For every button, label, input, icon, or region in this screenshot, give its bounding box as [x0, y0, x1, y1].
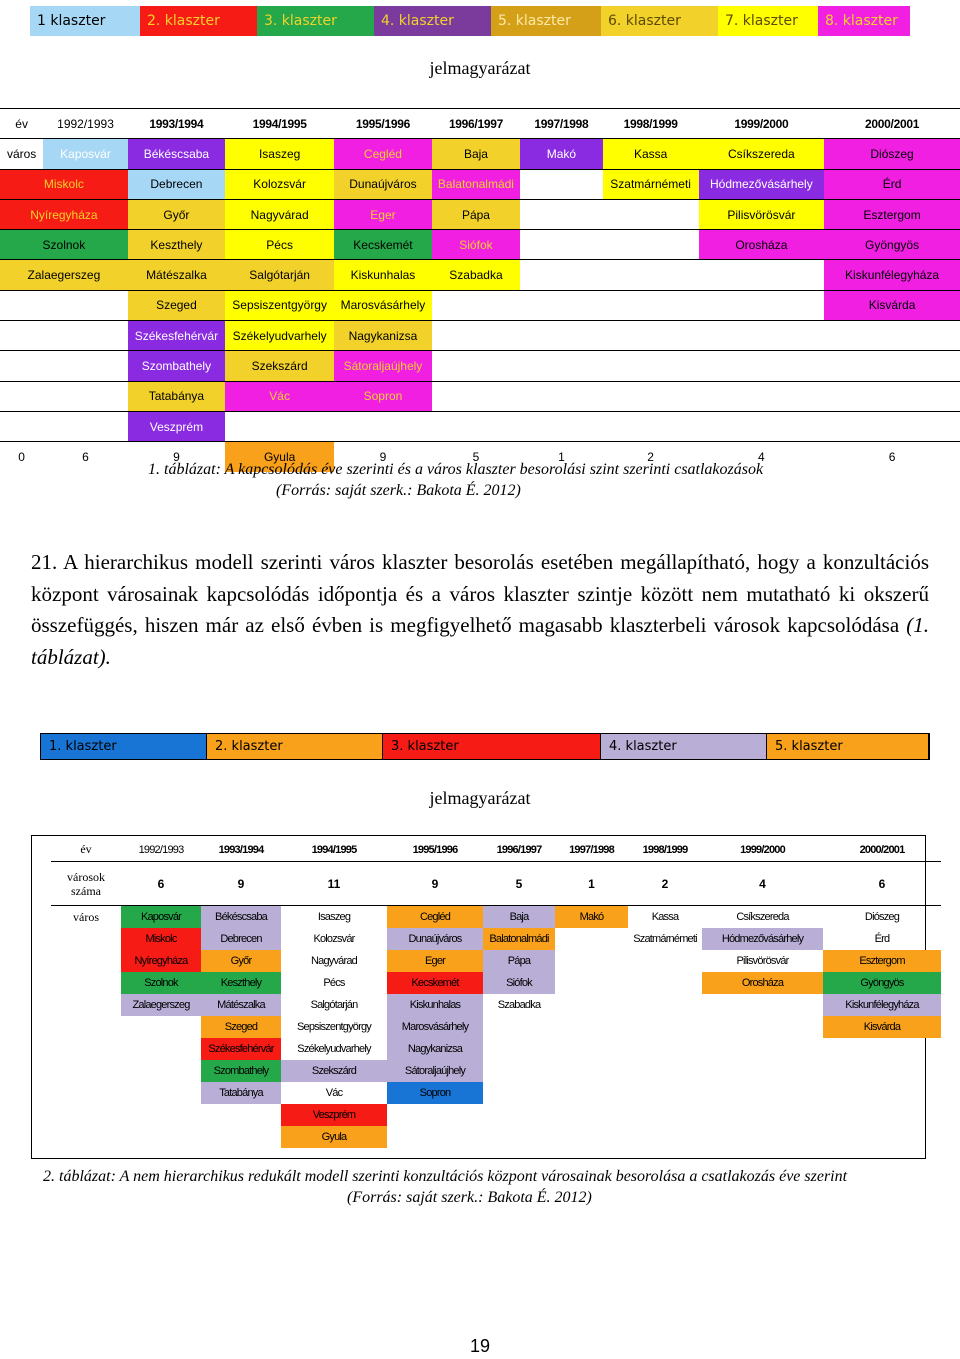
table-2-count-cell: 11 — [281, 862, 387, 906]
table-2-count-row — [51, 862, 941, 906]
table-1-cell — [699, 321, 825, 351]
table-2-cell — [483, 1126, 555, 1148]
table-2-row-label — [51, 950, 121, 972]
table-1-cell: Sátoraljaújhely — [334, 351, 431, 381]
table-2-cell — [121, 1126, 201, 1148]
table-1-cell — [520, 411, 602, 441]
table-2-cell: Zalaegerszeg — [121, 994, 201, 1016]
table-1-row — [0, 351, 960, 381]
table-2-cell — [823, 1060, 941, 1082]
table-2-cell — [201, 1104, 281, 1126]
table-1-cell: Kolozsvár — [225, 169, 334, 199]
table-1-year-cell: 1992/1993 — [43, 109, 128, 139]
table-2-cell: Diószeg — [864, 911, 900, 923]
table-2-cell: Kolozsvár — [313, 933, 355, 945]
table-2-year-cell: 2000/2001 — [823, 838, 941, 862]
table-1-row — [0, 139, 960, 169]
table-1-cell: Kisvárda — [824, 290, 960, 320]
table-2-cell: Siófok — [483, 972, 555, 994]
table-1-cell: Nagyvárad — [225, 199, 334, 229]
legend-2 — [40, 733, 930, 760]
table-2-cell — [555, 1060, 628, 1082]
legend-1-item: 3. klaszter — [257, 6, 374, 36]
table-2-count-cell: 9 — [201, 862, 281, 906]
table-1-cell: Szeged — [128, 290, 225, 320]
table-2-cell: Pilisvörösvár — [736, 955, 789, 967]
table-1-cell: Kecskemét — [334, 230, 431, 260]
table-2-cell — [555, 1016, 628, 1038]
legend-1-item: 8. klaszter — [818, 6, 910, 36]
table-1-cell: Siófok — [432, 230, 521, 260]
table-1-count-cell: 5 — [472, 449, 480, 464]
table-2-cell: Érd — [874, 933, 890, 945]
legend-1-item: 7. klaszter — [718, 6, 818, 36]
table-2 — [51, 838, 941, 1148]
table-1-cell — [0, 321, 128, 351]
table-1-cell: Érd — [824, 169, 960, 199]
table-2-cell — [483, 1060, 555, 1082]
table-1-cell: Kaposvár — [43, 139, 128, 169]
table-2-caption: 2. táblázat: A nem hierarchikus redukált modell szerinti konzultációs központ városainak besorolása a csatlakozás éve szerint — [43, 1168, 848, 1185]
table-2-count-cell: 5 — [483, 862, 555, 906]
table-1-cell — [603, 411, 699, 441]
table-2-cell: Székesfehérvár — [201, 1038, 281, 1060]
legend-1-item: 4. klaszter — [374, 6, 491, 36]
table-2-cell — [555, 1082, 628, 1104]
table-1-cell — [824, 381, 960, 411]
table-2-cell — [121, 1016, 201, 1038]
legend-2-item: 1. klaszter — [41, 734, 207, 759]
table-1-cell — [432, 411, 521, 441]
table-1-count-cell: 9 — [379, 449, 387, 464]
table-1-cell: Hódmezővásárhely — [699, 169, 825, 199]
table-1-cell: Cegléd — [334, 139, 431, 169]
table-2-cell: Sopron — [387, 1082, 483, 1104]
table-2-cell: Pápa — [483, 950, 555, 972]
table-2-cell: Szabadka — [497, 999, 541, 1011]
table-1-cell: Szolnok — [0, 230, 128, 260]
table-2-cell: Vác — [325, 1087, 343, 1099]
table-2-cell — [555, 972, 628, 994]
table-2-cell: Békéscsaba — [201, 906, 281, 929]
table-2-cell: Gyula — [281, 1126, 387, 1148]
table-1-cell: Pilisvörösvár — [699, 199, 825, 229]
table-2-cell: Kiskunfélegyháza — [823, 994, 941, 1016]
table-2-cell: Orosháza — [702, 972, 823, 994]
table-1-cell: Győr — [128, 199, 225, 229]
table-2-count-cell: 6 — [823, 862, 941, 906]
table-2-cell: Kisvárda — [823, 1016, 941, 1038]
table-2-year-cell: 1997/1998 — [555, 838, 628, 862]
table-2-row-label — [51, 1016, 121, 1038]
table-2-cell: Nagyvárad — [311, 955, 357, 967]
table-2-cell: Gyöngyös — [823, 972, 941, 994]
table-1-cell: Szatmárnémeti — [603, 169, 699, 199]
table-2-cell — [121, 1104, 201, 1126]
table-1-cell: Veszprém — [128, 411, 225, 441]
table-2-cell: Salgótarján — [310, 999, 358, 1011]
table-2-cell: Győr — [201, 950, 281, 972]
table-1-cell — [520, 381, 602, 411]
table-2-row-label — [51, 1060, 121, 1082]
legend-1 — [30, 6, 910, 36]
table-1-cell: Debrecen — [128, 169, 225, 199]
table-1-year-cell: 1994/1995 — [225, 109, 334, 139]
table-1-cell: Csíkszereda — [699, 139, 825, 169]
table-1-cell — [432, 321, 521, 351]
table-2-row — [51, 1016, 941, 1038]
table-1-cell — [520, 321, 602, 351]
table-2-year-cell: 1994/1995 — [281, 838, 387, 862]
legend-1-item: 2. klaszter — [140, 6, 257, 36]
table-2-year-cell: év — [51, 838, 121, 862]
table-1-row — [0, 381, 960, 411]
table-1-cell: Sopron — [334, 381, 431, 411]
table-1-cell: Szombathely — [128, 351, 225, 381]
table-2-cell: Kassa — [651, 911, 679, 923]
table-2-year-cell: 1995/1996 — [387, 838, 483, 862]
legend-1-item: 5. klaszter — [491, 6, 601, 36]
table-1 — [0, 108, 960, 472]
table-1-cell: Kiskunfélegyháza — [824, 260, 960, 290]
table-1-cell: Eger — [334, 199, 431, 229]
table-2-cell — [628, 1126, 702, 1148]
table-1-cell: Makó — [520, 139, 602, 169]
paragraph-table-ref: (1. táblázat). — [31, 613, 929, 669]
table-2-year-cell: 1996/1997 — [483, 838, 555, 862]
table-1-cell — [0, 381, 128, 411]
table-1-cell: Szabadka — [432, 260, 521, 290]
table-2-row-label — [51, 928, 121, 950]
table-2-cell — [628, 1038, 702, 1060]
table-1-row — [0, 321, 960, 351]
table-2-row-label — [51, 972, 121, 994]
table-2-year-cell: 1999/2000 — [702, 838, 823, 862]
table-1-row — [0, 260, 960, 290]
table-2-cell — [628, 972, 702, 994]
table-2-cell: Makó — [555, 906, 628, 929]
table-2-row — [51, 950, 941, 972]
table-2-row — [51, 1038, 941, 1060]
table-2-cell: Dunaújváros — [387, 928, 483, 950]
table-2-cell — [702, 1038, 823, 1060]
table-2-cell: Csíkszereda — [736, 911, 789, 923]
table-1-row — [0, 230, 960, 260]
table-2-cell: Sátoraljaújhely — [387, 1060, 483, 1082]
table-1-cell: Szekszárd — [225, 351, 334, 381]
table-2-cell — [555, 1126, 628, 1148]
table-1-count-cell: Gyula — [225, 442, 334, 472]
table-1-cell: Vác — [225, 381, 334, 411]
table-1-cell — [520, 169, 602, 199]
table-1-caption: 1. táblázat: A kapcsolódás éve szerinti és a város klaszter besorolási szint szerinti csatlakozások — [148, 461, 764, 478]
table-2-cell — [121, 1060, 201, 1082]
table-2-cell: Kiskunhalas — [387, 994, 483, 1016]
table-2-cell — [628, 1104, 702, 1126]
table-2-count-cell: 4 — [702, 862, 823, 906]
table-1-cell — [824, 411, 960, 441]
table-1-cell: Dunaújváros — [334, 169, 431, 199]
table-1-cell — [603, 381, 699, 411]
table-1-cell — [699, 381, 825, 411]
table-2-count-cell: 9 — [387, 862, 483, 906]
table-2-row-label — [51, 1082, 121, 1104]
page-number: 19 — [469, 1336, 491, 1356]
table-1-cell — [225, 411, 334, 441]
table-2-cell: Isaszeg — [317, 911, 351, 923]
legend-2-item: 3. klaszter — [383, 734, 601, 759]
table-2-row-label: város — [73, 909, 99, 924]
table-2-cell — [628, 950, 702, 972]
table-1-cell: Balatonalmádi — [432, 169, 521, 199]
table-1-header-row — [0, 109, 960, 139]
table-2-row — [51, 906, 941, 929]
table-2-cell — [823, 1126, 941, 1148]
table-1-cell — [603, 230, 699, 260]
table-2-cell: Székelyudvarhely — [297, 1043, 371, 1055]
table-2-cell: Szekszárd — [281, 1060, 387, 1082]
table-1-count-cell: 4 — [758, 449, 765, 464]
table-2-row-label — [51, 1038, 121, 1060]
legend-2-title: jelmagyarázat — [429, 788, 531, 808]
table-1-cell: Kassa — [603, 139, 699, 169]
table-2-cell — [628, 1082, 702, 1104]
table-2-row-label — [51, 994, 121, 1016]
table-1-cell: Békéscsaba — [128, 139, 225, 169]
table-2-cell — [823, 1038, 941, 1060]
table-2-cell: Keszthely — [201, 972, 281, 994]
table-2-cell — [702, 1126, 823, 1148]
table-2-cell: Sepsiszentgyörgy — [296, 1021, 372, 1033]
table-1-cell: Nyíregyháza — [0, 199, 128, 229]
table-2-cell — [483, 1104, 555, 1126]
table-2-cell — [555, 994, 628, 1016]
table-1-cell — [432, 290, 521, 320]
table-2-cell: Pécs — [323, 977, 345, 989]
table-2-cell: Cegléd — [387, 906, 483, 929]
table-2-cell: Nagykanizsa — [387, 1038, 483, 1060]
table-2-row — [51, 1082, 941, 1104]
table-1-count-cell: 6 — [888, 449, 896, 464]
table-1-cell — [603, 199, 699, 229]
table-2-header-row — [51, 838, 941, 862]
table-2-cell: Szombathely — [201, 1060, 281, 1082]
table-1-year-cell: év — [0, 109, 43, 139]
table-1-cell: Salgótarján — [225, 260, 334, 290]
table-2-cell: Szolnok — [121, 972, 201, 994]
table-1-cell — [432, 351, 521, 381]
table-1-year-cell: 1995/1996 — [334, 109, 431, 139]
table-2-cell — [555, 950, 628, 972]
table-2-row-label — [51, 1126, 121, 1148]
table-1-cell — [520, 260, 602, 290]
table-1-cell: Tatabánya — [128, 381, 225, 411]
table-2-cell — [483, 1038, 555, 1060]
table-2-count-cell: 2 — [628, 862, 702, 906]
paragraph-text: 21. A hierarchikus modell szerinti város klaszter besorolás esetében megállapítható, hogy a konzultációs központ városainak kapcsolódás időpontja és a város klaszter szintje között nem mutatható ki okszerű összefüggés, hiszen már az első évben is megfigyelhető magasabb klaszterbeli városok kapcsolódása — [31, 550, 929, 637]
table-1-cell: Székesfehérvár — [128, 321, 225, 351]
legend-2-item: 4. klaszter — [601, 734, 767, 759]
table-2-cell: Veszprém — [281, 1104, 387, 1126]
table-2-cell — [628, 994, 702, 1016]
table-1-cell — [699, 260, 825, 290]
table-2-cell — [702, 1104, 823, 1126]
table-2-cell — [702, 1016, 823, 1038]
table-1-cell: Kiskunhalas — [334, 260, 431, 290]
table-2-year-cell: 1993/1994 — [201, 838, 281, 862]
table-2-cell — [555, 1038, 628, 1060]
table-2-cell: Eger — [387, 950, 483, 972]
table-2-cell — [823, 1082, 941, 1104]
table-2-cell: Szeged — [201, 1016, 281, 1038]
table-1-cell — [699, 351, 825, 381]
table-1-cell — [603, 260, 699, 290]
table-1-cell — [0, 411, 128, 441]
table-2-row — [51, 972, 941, 994]
table-2-cell — [387, 1104, 483, 1126]
table-2-cell — [555, 1104, 628, 1126]
legend-1-title: jelmagyarázat — [429, 58, 531, 78]
table-1-cell — [824, 321, 960, 351]
table-2-cell: Hódmezővásárhely — [702, 928, 823, 950]
body-paragraph — [31, 547, 929, 673]
table-2-cell: Balatonalmádi — [483, 928, 555, 950]
table-1-row — [0, 290, 960, 320]
table-2-count-cell: 6 — [121, 862, 201, 906]
table-1-cell: Nagykanizsa — [334, 321, 431, 351]
table-1-cell: Pápa — [432, 199, 521, 229]
table-1-cell: Gyöngyös — [824, 230, 960, 260]
legend-1-item: 6. klaszter — [601, 6, 718, 36]
table-2-cell: Nyíregyháza — [121, 950, 201, 972]
table-1-row — [0, 411, 960, 441]
table-1-cell — [520, 199, 602, 229]
table-1-count-cell: 2 — [647, 449, 654, 464]
table-1-cell: Keszthely — [128, 230, 225, 260]
table-1-year-cell: 1999/2000 — [699, 109, 825, 139]
table-2-cell: Marosvásárhely — [387, 1016, 483, 1038]
table-1-cell: Orosháza — [699, 230, 825, 260]
table-2-cell — [483, 1082, 555, 1104]
table-2-row — [51, 1104, 941, 1126]
legend-1-item: 1 klaszter — [30, 6, 140, 36]
table-2-cell — [702, 1082, 823, 1104]
table-1-count-cell: 0 — [18, 449, 25, 464]
table-1-cell — [0, 351, 128, 381]
table-2-row — [51, 1126, 941, 1148]
table-1-row — [0, 199, 960, 229]
table-2-cell — [555, 928, 628, 950]
table-1-cell — [432, 381, 521, 411]
table-1-cell — [334, 411, 431, 441]
table-1-cell — [824, 351, 960, 381]
table-1-cell — [603, 290, 699, 320]
table-1-cell: Marosvásárhely — [334, 290, 431, 320]
table-1-cell: Isaszeg — [225, 139, 334, 169]
table-1-cell: Sepsiszentgyörgy — [225, 290, 334, 320]
table-1-cell — [603, 321, 699, 351]
table-2-cell — [201, 1126, 281, 1148]
table-1-year-cell: 1996/1997 — [432, 109, 521, 139]
table-2-year-cell: 1998/1999 — [628, 838, 702, 862]
table-2-cell — [702, 994, 823, 1016]
table-2-cell — [387, 1126, 483, 1148]
table-1-cell — [699, 290, 825, 320]
table-1-count-cell: 1 — [558, 449, 565, 464]
table-2-row — [51, 928, 941, 950]
legend-2-item: 2. klaszter — [207, 734, 383, 759]
table-1-count-cell: 6 — [82, 449, 89, 464]
table-2-row — [51, 994, 941, 1016]
table-1-cell — [520, 351, 602, 381]
table-1-cell — [0, 290, 128, 320]
table-1-count-cell: 9 — [173, 449, 180, 464]
table-1-row — [0, 169, 960, 199]
table-1-cell: Miskolc — [0, 169, 128, 199]
table-1-cell: Esztergom — [824, 199, 960, 229]
table-1-cell — [699, 411, 825, 441]
table-2-source: (Forrás: saját szerk.: Bakota É. 2012) — [347, 1189, 592, 1206]
table-2-cell — [121, 1082, 201, 1104]
table-2-cell: Mátészalka — [201, 994, 281, 1016]
table-1-cell: Baja — [432, 139, 521, 169]
table-2-cell: Debrecen — [201, 928, 281, 950]
table-2-row — [51, 1060, 941, 1082]
table-2-cell: Baja — [483, 906, 555, 929]
table-2-cell: Kecskemét — [387, 972, 483, 994]
table-1-year-cell: 2000/2001 — [824, 109, 960, 139]
table-1-cell — [520, 230, 602, 260]
table-1-year-cell: 1998/1999 — [603, 109, 699, 139]
table-2-cell: Miskolc — [121, 928, 201, 950]
table-1-cell — [603, 351, 699, 381]
table-1-cell: Diószeg — [824, 139, 960, 169]
table-2-cell: Esztergom — [823, 950, 941, 972]
table-2-cell — [628, 1016, 702, 1038]
legend-2-item: 5. klaszter — [767, 734, 929, 759]
table-2-row-label — [51, 1104, 121, 1126]
table-1-cell — [520, 290, 602, 320]
table-2-cell: Tatabánya — [201, 1082, 281, 1104]
table-2-cell — [121, 1038, 201, 1060]
table-2-year-cell: 1992/1993 — [121, 838, 201, 862]
table-1-year-cell: 1993/1994 — [128, 109, 225, 139]
table-1-cell: Székelyudvarhely — [225, 321, 334, 351]
table-1-cell: Zalaegerszeg — [0, 260, 128, 290]
table-2-cell — [702, 1060, 823, 1082]
table-1-source: (Forrás: saját szerk.: Bakota É. 2012) — [276, 482, 521, 499]
table-2-cell — [628, 1060, 702, 1082]
table-2-cell — [483, 1016, 555, 1038]
table-2-cell: Kaposvár — [121, 906, 201, 929]
table-1-year-cell: 1997/1998 — [520, 109, 602, 139]
table-1-cell: Mátészalka — [128, 260, 225, 290]
table-2-cell: Szatmárnémeti — [633, 933, 697, 945]
table-1-cell: Pécs — [225, 230, 334, 260]
table-2-count-cell: 1 — [555, 862, 628, 906]
table-2-count-label: városok száma — [51, 862, 121, 906]
table-2-cell — [823, 1104, 941, 1126]
table-1-row-label: város — [0, 139, 43, 169]
